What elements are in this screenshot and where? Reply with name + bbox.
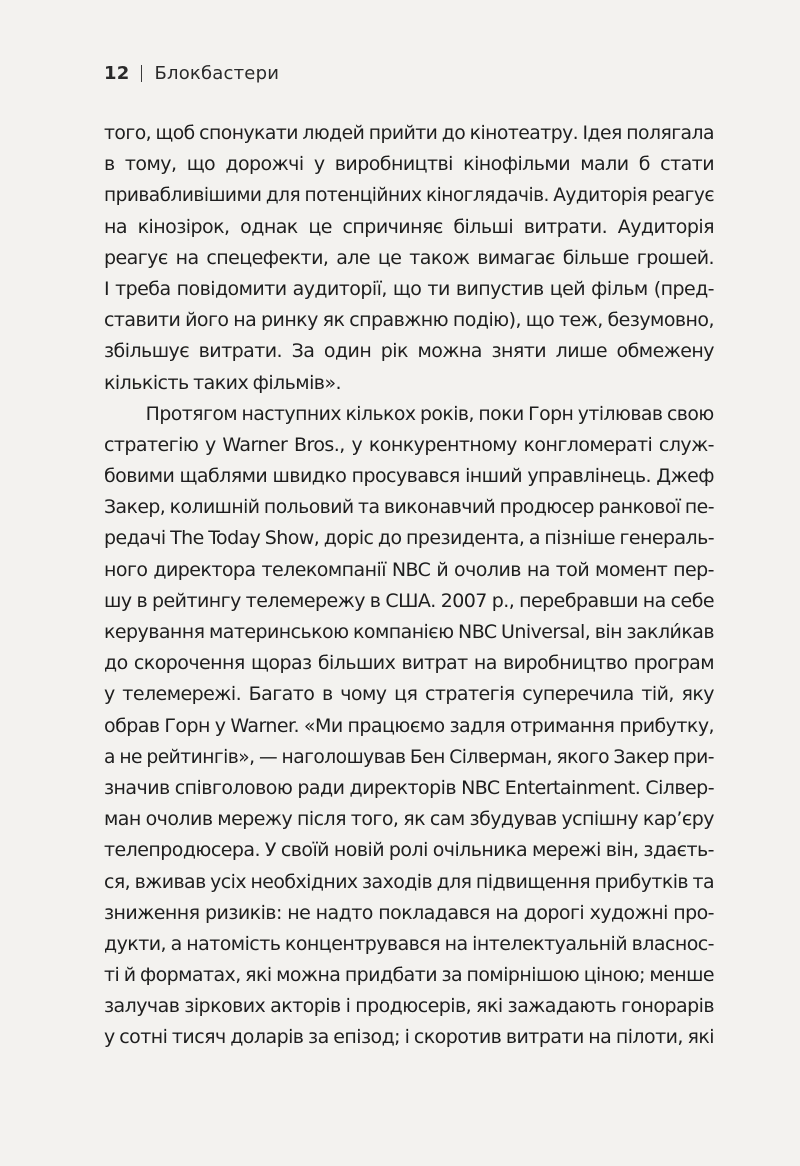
- text-line: І треба повідомити аудиторії, що ти випустив цей фільм (пред-: [104, 277, 714, 300]
- text-line: кількість таких фільмів».: [104, 371, 342, 394]
- text-line: стратегію у Warner Bros., у конкурентному конгломераті служ-: [104, 433, 714, 456]
- header-separator: [141, 65, 142, 82]
- body-text: [104, 118, 714, 1054]
- text-line: редачі The Today Show, доріс до президента, а пізніше генераль-: [104, 527, 715, 550]
- text-line: шу в рейтингу телемережу в США. 2007 р., перебравши на себе: [104, 589, 714, 612]
- text-line: керування материнською компанією NBC Universal, він закли́кав: [104, 621, 714, 643]
- text-line: Протягом наступних кількох років, поки Горн утілював свою: [145, 402, 714, 425]
- text-line: дукти, а натомість концентрувався на інтелектуальній власнос-: [104, 932, 714, 955]
- running-head: [104, 60, 604, 86]
- text-line: у телемережі. Багато в чому ця стратегія суперечила тій, яку: [104, 683, 714, 706]
- text-line: бовими щаблями швидко просувався інший управлінець. Джеф: [104, 465, 714, 488]
- text-line: у сотні тисяч доларів за епізод; і скоротив витрати на пілоти, які: [104, 1026, 714, 1049]
- text-line: на кінозірок, однак це спричиняє більші витрати. Аудиторія: [104, 215, 714, 238]
- text-line: зниження ризиків: не надто покладався на дорогі художні про-: [104, 901, 714, 924]
- book-title: Блокбастери: [154, 62, 280, 84]
- text-line: в тому, що дорожчі у виробництві кінофільми мали б стати: [104, 153, 714, 176]
- text-line: ся, вживав усіх необхідних заходів для підвищення прибутків та: [104, 870, 715, 893]
- text-line: привабливішими для потенційних кіноглядачів. Аудиторія реагує: [104, 184, 715, 207]
- text-line: Закер, колишній польовий та виконавчий продюсер ранкової пе-: [104, 496, 714, 519]
- text-line: обрав Горн у Warner. «Ми працюємо задля отримання прибутку,: [104, 714, 714, 737]
- text-line: значив співголовою ради директорів NBC Entertainment. Сілвер-: [104, 776, 714, 799]
- text-line: ман очолив мережу після того, як сам збудував успішну кар’єру: [104, 808, 714, 831]
- text-line: ті й форматах, які можна придбати за помірнішою ціною; менше: [104, 964, 715, 987]
- text-line: того, щоб спонукати людей прийти до кінотеатру. Ідея полягала: [104, 122, 714, 144]
- text-line: до скорочення щораз більших витрат на виробництво програм: [104, 652, 714, 675]
- text-line: реагує на спецефекти, але це також вимагає більше грошей.: [104, 246, 714, 269]
- text-line: телепродюсера. У своїй новій ролі очільника мережі він, здаєть-: [104, 839, 714, 862]
- page-number: 12: [104, 62, 130, 84]
- text-line: залучав зіркових акторів і продюсерів, які зажадають гонорарів: [104, 995, 714, 1018]
- text-line: ного директора телекомпанії NBC й очолив на той момент пер-: [104, 558, 714, 581]
- text-line: збільшує витрати. За один рік можна зняти лише обмежену: [104, 340, 714, 363]
- text-line: а не рейтингів», — наголошував Бен Сілверман, якого Закер при-: [104, 745, 714, 768]
- text-line: ставити його на ринку як справжню подію), що теж, безумовно,: [104, 309, 714, 332]
